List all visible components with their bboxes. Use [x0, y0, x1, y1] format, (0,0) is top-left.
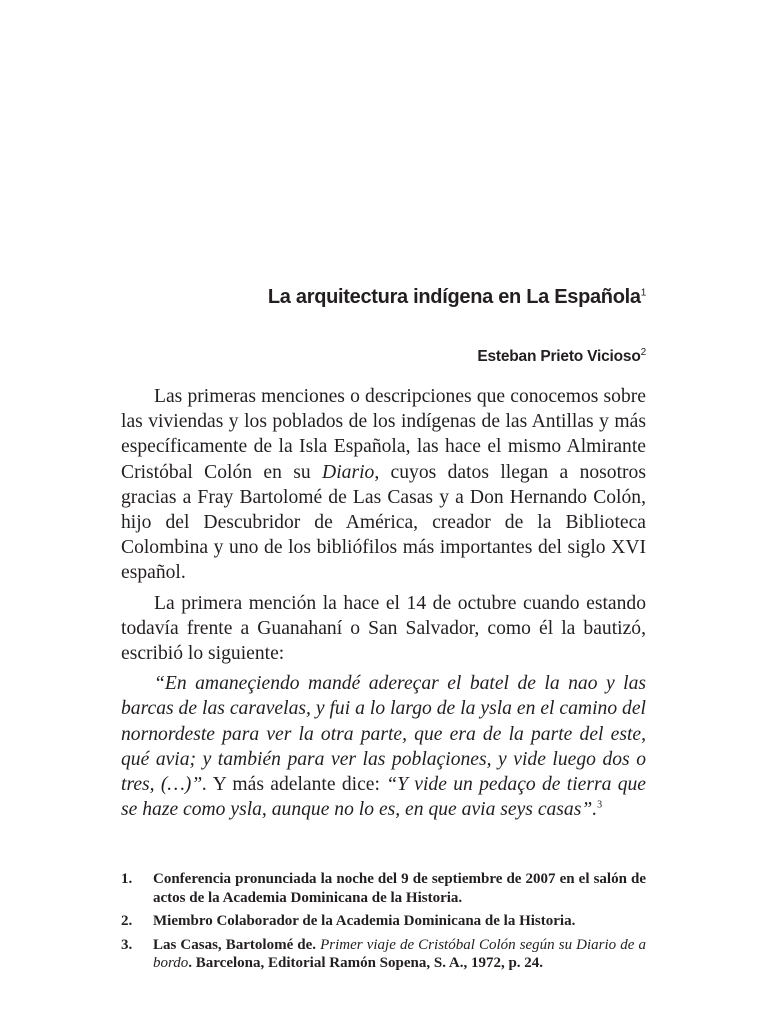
article-title-text: La arquitectura indígena en La Española — [267, 286, 641, 308]
paragraph-3 — [121, 671, 646, 822]
paragraph-1-text-a: Las primeras menciones o descripciones que conocemos sobre las viviendas y los poblados de los indígenas de las Antillas y más específicamente de la Isla Española, las hace el mismo Almirante Cristóbal Colón en su — [121, 386, 646, 483]
paragraph-1 — [121, 384, 646, 586]
footnote-3-author: Las Casas, Bartolomé de. — [153, 936, 321, 953]
quote-1: “En amaneçiendo mandé adereçar el batel de la nao y las barcas de las caravelas, y fui a lo largo de la ysla en el camino del nornordeste para ver la otra parte, que era de la parte del este, qué avia; y también para ver las poblaçiones, y vide luego dos o tres, (…)”. — [121, 673, 646, 796]
footnote-text — [153, 936, 646, 973]
footnote-number: 3. — [121, 936, 133, 953]
quote-footnote-ref[interactable]: 3 — [597, 799, 603, 811]
author-byline — [477, 348, 646, 366]
quote-2: “Y vide un pedaço de tierra que se haze como ysla, aunque no lo es, en que avia seys casas”. — [121, 774, 646, 821]
footnote-3-book-title: Primer viaje de Cristóbal Colón según su Diario de a bordo — [153, 936, 646, 971]
footnote-3 — [121, 936, 646, 973]
footnote-1 — [121, 870, 646, 907]
footnote-text: Miembro Colaborador de la Academia Dominicana de la Historia. — [153, 913, 576, 929]
diario-italic: Diario — [322, 461, 375, 483]
footnote-text: Conferencia pronunciada la noche del 9 de septiembre de 2007 en el salón de actos de la Academia Dominicana de la Historia. — [153, 871, 646, 906]
title-footnote-ref[interactable]: 1 — [640, 287, 646, 299]
footnotes — [121, 870, 646, 978]
article-body — [121, 384, 646, 822]
author-footnote-ref[interactable]: 2 — [640, 346, 646, 358]
paragraph-3-middle: Y más adelante dice: — [207, 774, 387, 796]
footnote-number: 2. — [121, 913, 133, 929]
footnote-number: 1. — [121, 871, 133, 887]
paragraph-1-text-b: , cuyos datos llegan a nosotros gracias a Fray Bartolomé de Las Casas y a Don Hernando Colón, hijo del Descubridor de América, creador de la Biblioteca Colombina y uno de los bibliófilos más importantes del siglo XVI español. — [121, 461, 646, 584]
paragraph-2: La primera mención la hace el 14 de octubre cuando estando todavía frente a Guanahaní o San Salvador, como él la bautizó, escribió lo siguiente: — [121, 592, 646, 665]
footnote-3-publisher: . Barcelona, Editorial Ramón Sopena, S. A., 1972, p. 24. — [188, 955, 544, 971]
page — [121, 0, 646, 1024]
author-name: Esteban Prieto Vicioso — [477, 348, 641, 365]
article-title — [268, 286, 646, 309]
footnote-2 — [121, 912, 646, 931]
